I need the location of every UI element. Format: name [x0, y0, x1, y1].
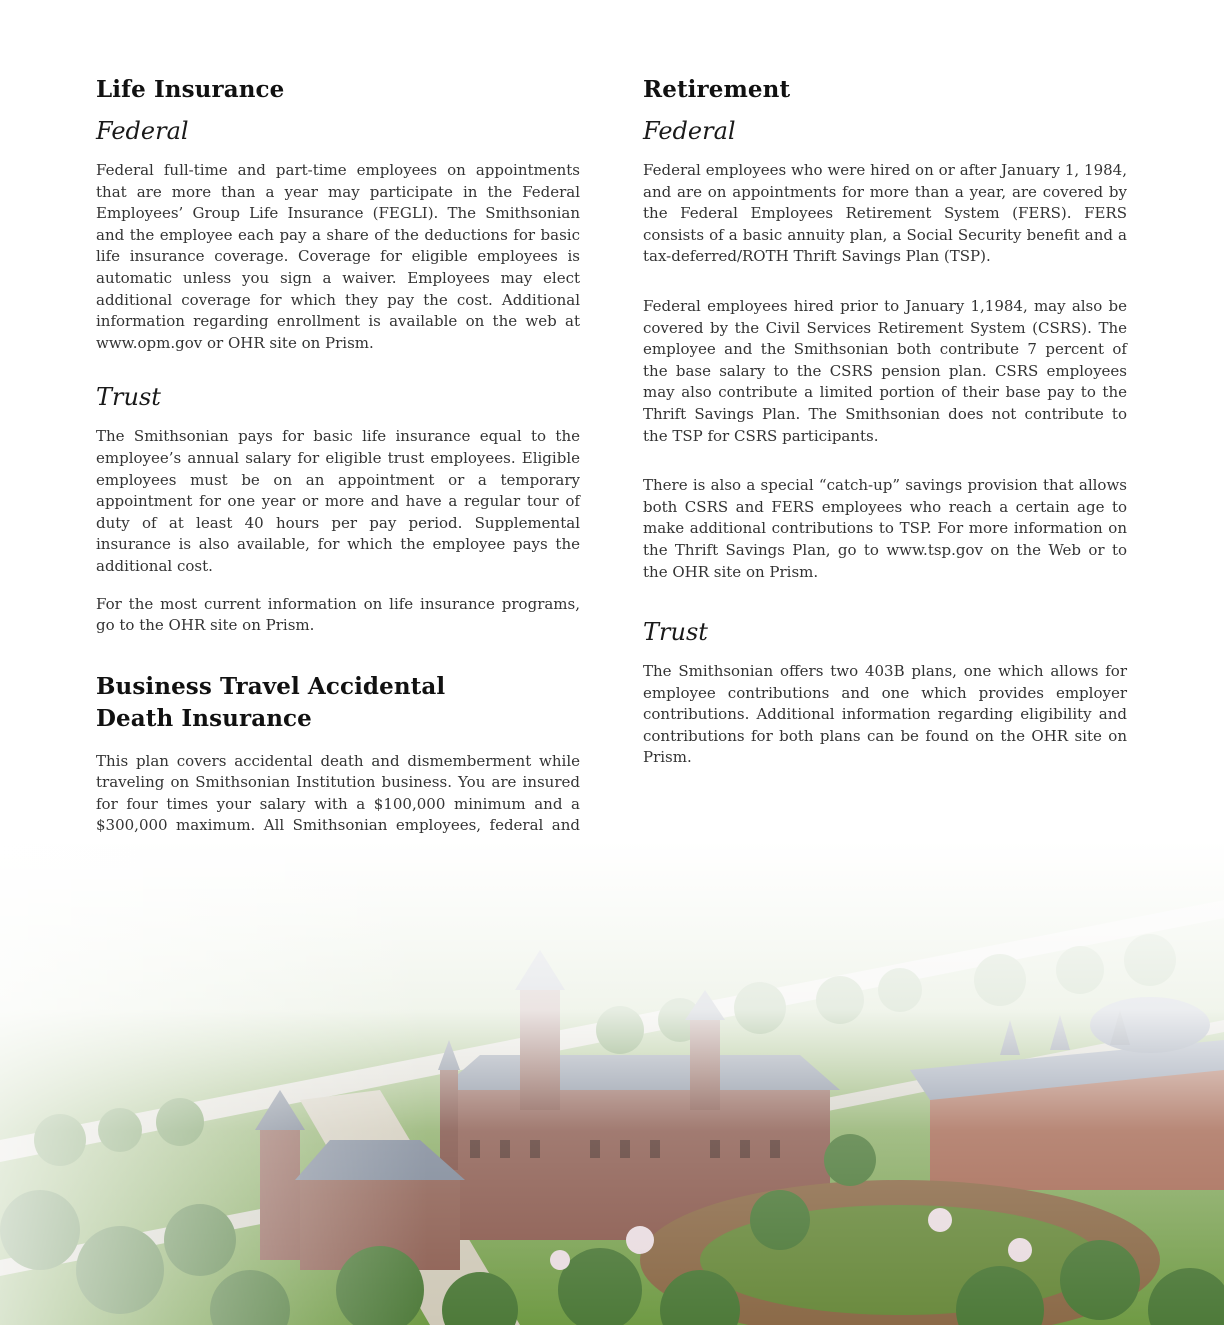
business-travel-heading-line-1: Business Travel Accidental [96, 672, 446, 700]
retirement-federal-paragraph-fers: Federal employees who were hired on or after January 1, 1984, and are on appointments for more than a year, are covered by the Federal Employees Retirement System (FERS). FERS consists of a basic annuity plan, a Social Security benefit and a tax-deferred/ROTH Thrift Savings Plan (TSP). [643, 161, 1127, 266]
retirement-federal-paragraph-csrs: Federal employees hired prior to January 1,1984, may also be covered by the Civil Services Retirement System (CSRS). The employee and the Smithsonian both contribute 7 percent of the base salary to the CSRS pension plan. CSRS employees may also contribute a limited portion of their base pay to the Thrift Savings Plan. The Smithsonian does not contribute to the TSP for CSRS participants. [643, 296, 1127, 445]
retirement-trust-paragraph: The Smithsonian offers two 403B plans, one which allows for employee contributions and one which provides employer contributions. Additional information regarding eligibility and contributions for both plans can be found on the OHR site on Prism. [643, 662, 1127, 767]
life-insurance-trust-subheading: Trust [96, 383, 161, 412]
life-insurance-federal-subheading: Federal [96, 117, 189, 145]
left-column [96, 74, 580, 859]
business-travel-heading [96, 671, 580, 735]
retirement-trust-subheading: Trust [643, 618, 708, 647]
smithsonian-castle-aerial-illustration [0, 840, 1224, 1325]
aerial-illustration-svg [0, 840, 1224, 1325]
life-insurance-heading: Life Insurance [96, 76, 285, 103]
life-insurance-trust-paragraph-more-info: For the most current information on life insurance programs, go to the OHR site on Prism. [96, 594, 580, 635]
business-travel-paragraph: This plan covers accidental death and dismemberment while traveling on Smithsonian Institution business. You are insured for four times your salary with a $100,000 minimum and a $300,000 maximum. All Smithsonian employees, federal and [96, 751, 580, 835]
business-travel-heading-line-2: Death Insurance [96, 704, 312, 732]
life-insurance-trust-paragraph: The Smithsonian pays for basic life insurance equal to the employee’s annual salary for eligible trust employees. Eligible employees must be on an appointment or a temporary appointment for one year or more and have a regular tour of duty of at least 40 hours per pay period. Supplemental insurance is also available, for which the employee pays the additional cost. [96, 427, 580, 575]
left-fade-overlay [0, 840, 1224, 1325]
retirement-heading: Retirement [643, 76, 791, 103]
right-column [643, 74, 1127, 769]
retirement-federal-subheading: Federal [643, 117, 736, 145]
retirement-federal-paragraph-catch-up: There is also a special “catch-up” savings provision that allows both CSRS and FERS employees who reach a certain age to make additional contributions to TSP. For more information on the Thrift Savings Plan, go to www.tsp.gov on the Web or to the OHR site on Prism. [643, 476, 1127, 581]
life-insurance-federal-paragraph: Federal full-time and part-time employees on appointments that are more than a year may participate in the Federal Employees’ Group Life Insurance (FEGLI). The Smithsonian and the employee each pay a share of the deductions for basic life insurance coverage. Coverage for eligible employees is automatic unless you sign a waiver. Employees may elect additional coverage for which they pay the cost. Additional information regarding enrollment is available on the web at www.opm.gov or OHR site on Prism. [96, 161, 580, 352]
